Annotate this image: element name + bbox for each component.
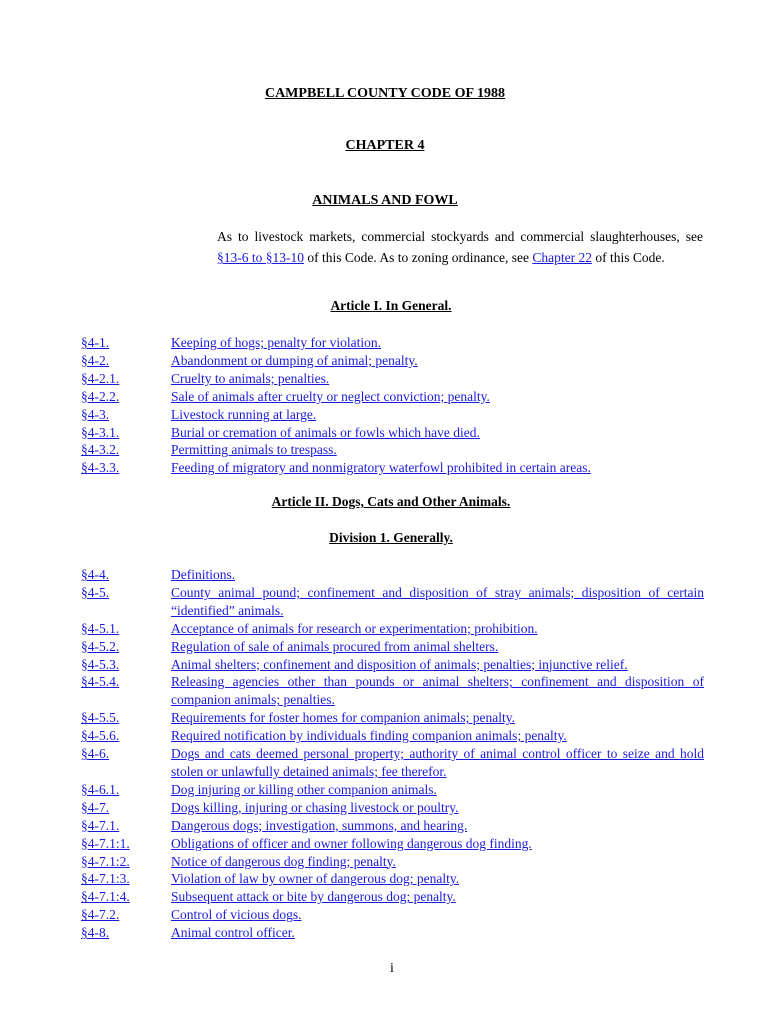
note-text-2: of this Code. As to zoning ordinance, see bbox=[304, 250, 533, 265]
toc-section-number-link[interactable]: §4-5.3. bbox=[81, 656, 120, 672]
toc-section-title-link[interactable]: Dogs and cats deemed personal property; authority of animal control officer to seize and hold stolen or unlawfully detained animals; fee therefor. bbox=[171, 746, 704, 779]
toc-section-title-link[interactable]: Dogs killing, injuring or chasing livestock or poultry. bbox=[171, 799, 459, 815]
toc-entry[interactable] bbox=[81, 638, 704, 656]
toc-section-number-link[interactable]: §4-5.1. bbox=[81, 620, 120, 636]
article-2-heading: Article II. Dogs, Cats and Other Animals. bbox=[271, 494, 511, 509]
toc-entry[interactable] bbox=[81, 441, 704, 459]
toc-section-title-link[interactable]: Acceptance of animals for research or experimentation; prohibition. bbox=[171, 620, 538, 636]
toc-entry[interactable] bbox=[81, 906, 704, 924]
toc-section-number-link[interactable]: §4-5.4. bbox=[81, 674, 120, 690]
toc-section-number-link[interactable]: §4-2. bbox=[81, 352, 110, 368]
toc-section-number-link[interactable]: §4-5.6. bbox=[81, 728, 120, 744]
toc-section-title-link[interactable]: Control of vicious dogs. bbox=[171, 907, 302, 923]
toc-section-number-link[interactable]: §4-6. bbox=[81, 746, 110, 762]
toc-entry[interactable] bbox=[81, 673, 704, 709]
toc-entry[interactable] bbox=[81, 835, 704, 853]
toc-section-title-link[interactable]: Dog injuring or killing other companion animals. bbox=[171, 781, 437, 797]
toc-section-title-link[interactable]: Dangerous dogs; investigation, summons, and hearing. bbox=[171, 817, 468, 833]
toc-entry[interactable] bbox=[81, 870, 704, 888]
toc-section-title-link[interactable]: Sale of animals after cruelty or neglect conviction; penalty. bbox=[171, 388, 490, 404]
toc-section-title-link[interactable]: Burial or cremation of animals or fowls which have died. bbox=[171, 424, 480, 440]
toc-section-title-link[interactable]: Permitting animals to trespass. bbox=[171, 442, 337, 458]
toc-section-number-link[interactable]: §4-7.1:2. bbox=[81, 853, 130, 869]
chapter-title: ANIMALS AND FOWL bbox=[312, 193, 458, 208]
toc-entry[interactable] bbox=[81, 388, 704, 406]
toc-section-number-link[interactable]: §4-7.2. bbox=[81, 907, 120, 923]
toc-section-number-link[interactable]: §4-5.5. bbox=[81, 710, 120, 726]
toc-section-title-link[interactable]: Feeding of migratory and nonmigratory waterfowl prohibited in certain areas. bbox=[171, 460, 591, 476]
toc-section-number-link[interactable]: §4-3. bbox=[81, 406, 110, 422]
toc-section-number-link[interactable]: §4-3.2. bbox=[81, 442, 120, 458]
toc-entry[interactable] bbox=[81, 334, 704, 352]
toc-entry[interactable] bbox=[81, 459, 704, 477]
toc-section-number-link[interactable]: §4-3.3. bbox=[81, 460, 120, 476]
article-1-toc bbox=[81, 334, 704, 477]
toc-entry[interactable] bbox=[81, 888, 704, 906]
toc-section-number-link[interactable]: §4-5. bbox=[81, 584, 110, 600]
toc-section-title-link[interactable]: Requirements for foster homes for companion animals; penalty. bbox=[171, 710, 516, 726]
toc-section-number-link[interactable]: §4-3.1. bbox=[81, 424, 120, 440]
toc-section-number-link[interactable]: §4-4. bbox=[81, 567, 110, 582]
toc-section-title-link[interactable]: Abandonment or dumping of animal; penalty. bbox=[171, 352, 418, 368]
toc-section-title-link[interactable]: Notice of dangerous dog finding; penalty. bbox=[171, 853, 396, 869]
code-title: CAMPBELL COUNTY CODE OF 1988 bbox=[264, 86, 506, 101]
toc-section-title-link[interactable]: Releasing agencies other than pounds or animal shelters; confinement and disposition of companion animals; penalties. bbox=[171, 674, 704, 708]
page-number: i bbox=[390, 961, 394, 976]
toc-entry[interactable] bbox=[81, 370, 704, 388]
toc-entry[interactable] bbox=[81, 656, 704, 674]
toc-entry[interactable] bbox=[81, 727, 704, 745]
toc-section-number-link[interactable]: §4-8. bbox=[81, 925, 110, 941]
toc-section-title-link[interactable]: Keeping of hogs; penalty for violation. bbox=[171, 335, 381, 350]
toc-section-title-link[interactable]: Required notification by individuals finding companion animals; penalty. bbox=[171, 728, 567, 744]
chapter-number: CHAPTER 4 bbox=[345, 138, 425, 153]
toc-section-title-link[interactable]: County animal pound; confinement and disposition of stray animals; disposition of certain “identified” animals. bbox=[171, 584, 704, 618]
cross-reference-note bbox=[217, 226, 703, 268]
toc-entry[interactable] bbox=[81, 424, 704, 442]
toc-entry[interactable] bbox=[81, 620, 704, 638]
toc-entry[interactable] bbox=[81, 406, 704, 424]
toc-section-title-link[interactable]: Animal shelters; confinement and disposition of animals; penalties; injunctive relief. bbox=[171, 656, 628, 672]
toc-section-number-link[interactable]: §4-2.2. bbox=[81, 388, 120, 404]
toc-section-title-link[interactable]: Regulation of sale of animals procured from animal shelters. bbox=[171, 638, 499, 654]
toc-entry[interactable] bbox=[81, 709, 704, 727]
toc-section-number-link[interactable]: §4-6.1. bbox=[81, 781, 120, 797]
toc-entry[interactable] bbox=[81, 745, 704, 781]
toc-section-title-link[interactable]: Livestock running at large. bbox=[171, 406, 317, 422]
toc-section-number-link[interactable]: §4-2.1. bbox=[81, 370, 120, 386]
note-text-1: As to livestock markets, commercial stockyards and commercial slaughterhouses, see bbox=[217, 229, 703, 244]
toc-section-title-link[interactable]: Definitions. bbox=[171, 567, 236, 582]
toc-section-title-link[interactable]: Subsequent attack or bite by dangerous dog; penalty. bbox=[171, 889, 456, 905]
chapter-22-link[interactable]: Chapter 22 bbox=[532, 250, 592, 265]
division-1-toc bbox=[81, 566, 704, 942]
toc-section-number-link[interactable]: §4-7.1:3. bbox=[81, 871, 130, 887]
toc-section-title-link[interactable]: Cruelty to animals; penalties. bbox=[171, 370, 330, 386]
toc-entry[interactable] bbox=[81, 799, 704, 817]
toc-section-title-link[interactable]: Animal control officer. bbox=[171, 925, 295, 941]
section-13-6-link[interactable]: §13-6 to §13-10 bbox=[217, 250, 304, 265]
toc-section-number-link[interactable]: §4-7.1:1. bbox=[81, 835, 130, 851]
toc-section-title-link[interactable]: Obligations of officer and owner following dangerous dog finding. bbox=[171, 835, 532, 851]
toc-section-number-link[interactable]: §4-7.1. bbox=[81, 817, 120, 833]
toc-entry[interactable] bbox=[81, 566, 704, 584]
toc-section-number-link[interactable]: §4-5.2. bbox=[81, 638, 120, 654]
toc-section-number-link[interactable]: §4-7. bbox=[81, 799, 110, 815]
toc-entry[interactable] bbox=[81, 853, 704, 871]
toc-entry[interactable] bbox=[81, 781, 704, 799]
toc-entry[interactable] bbox=[81, 817, 704, 835]
toc-section-title-link[interactable]: Violation of law by owner of dangerous dog; penalty. bbox=[171, 871, 460, 887]
toc-entry[interactable] bbox=[81, 352, 704, 370]
toc-section-number-link[interactable]: §4-1. bbox=[81, 335, 110, 350]
article-1-heading: Article I. In General. bbox=[330, 298, 452, 313]
toc-entry[interactable] bbox=[81, 924, 704, 942]
note-text-3: of this Code. bbox=[591, 250, 665, 265]
toc-entry[interactable] bbox=[81, 584, 704, 620]
division-1-heading: Division 1. Generally. bbox=[329, 530, 453, 545]
toc-section-number-link[interactable]: §4-7.1:4. bbox=[81, 889, 130, 905]
